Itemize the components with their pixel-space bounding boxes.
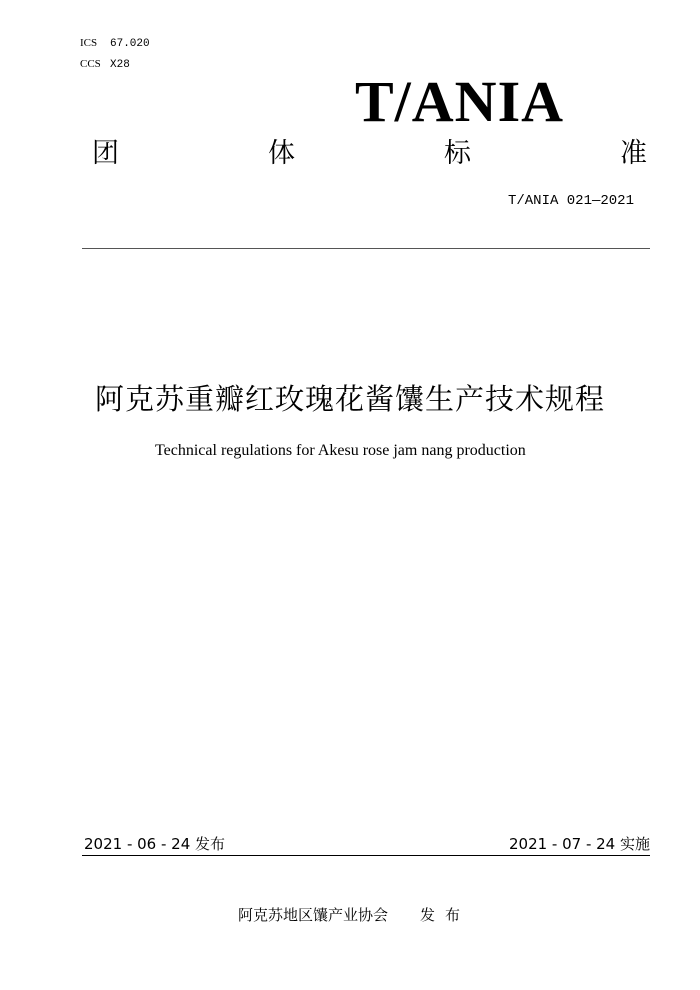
ics-code: 67.020 xyxy=(110,38,150,50)
implement-date: 2021 - 07 - 24 实施 xyxy=(508,835,650,853)
standard-type-char: 体 xyxy=(268,138,295,169)
ccs-label: CCS xyxy=(80,58,101,70)
ics-line xyxy=(80,33,150,54)
publisher-name: 阿克苏地区馕产业协会 xyxy=(238,906,389,924)
document-title-english: Technical regulations for Akesu rose jam nang production xyxy=(155,442,526,459)
classification-codes xyxy=(80,33,150,75)
publisher-action: 发布 xyxy=(420,906,471,924)
standard-type xyxy=(92,138,647,170)
standard-number: T/ANIA 021—2021 xyxy=(507,193,634,209)
ics-label: ICS xyxy=(80,37,98,49)
ccs-line xyxy=(80,54,150,75)
publish-date: 2021 - 06 - 24 发布 xyxy=(84,835,226,853)
standard-brand: T/ANIA xyxy=(355,69,565,134)
header-divider xyxy=(82,248,650,249)
footer-divider xyxy=(82,855,650,856)
publisher-line xyxy=(238,905,470,925)
standard-type-char: 标 xyxy=(444,138,471,169)
standard-type-char: 团 xyxy=(92,138,119,169)
standard-type-char: 准 xyxy=(620,138,647,169)
ccs-code: X28 xyxy=(110,59,130,71)
document-title-chinese: 阿克苏重瓣红玫瑰花酱馕生产技术规程 xyxy=(94,382,605,416)
